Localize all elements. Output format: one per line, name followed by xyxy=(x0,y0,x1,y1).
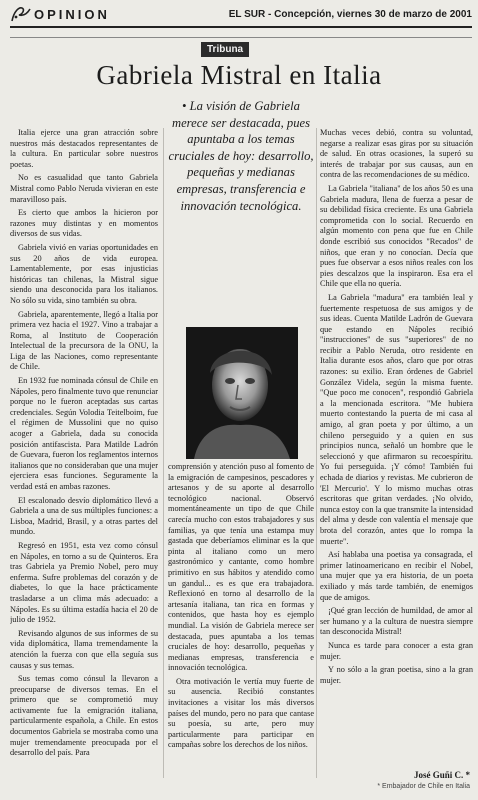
bullet-icon: • xyxy=(182,99,190,113)
paragraph: Revisando algunos de sus informes de su vida diplomática, llama tremendamente la atención la fuerza con que ella seguía sus causas y sus temas. xyxy=(10,628,158,670)
paragraph: Nunca es tarde para conocer a esta gran mujer. xyxy=(320,640,473,661)
paragraph: Así hablaba una poetisa ya consagrada, el primer latinoamericano en recibir el Nobel, una mujer que ya era historia, de un poeta exiliado y más tarde también, de enemigos que de amigos. xyxy=(320,550,473,602)
paragraph: Es cierto que ambos la hicieron por razones muy distintas y en momentos diversos de sus vidas. xyxy=(10,208,158,239)
author-photo xyxy=(186,327,298,459)
byline: José Guñi C. * xyxy=(413,770,470,780)
column-divider xyxy=(316,128,317,778)
paragraph: Regresó en 1951, esta vez como cónsul en Nápoles, en torno a su de Quinteros. Era tras Gabriela ya Premio Nobel, pero muy enferma. Sufre problemas del corazón y de diabetes, lo que la hace prácticamente trasladarse a un clima más adecuado: a Nápoles. Es su última estadía hacia el 20 de julio de 1952. xyxy=(10,540,158,625)
pull-quote-text: La visión de Gabriela merece ser destacada, pues apuntaba a los temas cruciales de hoy: desarrollo, pequeñas y medianas empresas, transferencia e innovación tecnológica. xyxy=(168,99,314,213)
paragraph: La Gabriela "italiana" de los años 50 es una Gabriela madura, llena de fuerza a pesar de su debilidad física creciente. Es una Gabriela comprometida con lo social. Recuerdo en algún momento con pena que fue en Chile donde escribió sus conocidos "Recados" de niños, que eran y no conocían. Decía que pues fue observar a esos niños reales con los pies descalzos que la inspiraron. Esa era el Chile que ella no quería. xyxy=(320,183,473,289)
section-logo-icon xyxy=(10,5,32,23)
article-column-3 xyxy=(320,128,473,772)
paragraph: La Gabriela "madura" era también leal y fuertemente respetuosa de sus amigos y de sus ideas. Cuenta Matilde Ladrón de Guevara que estando en Nápoles recibió "instrucciones" de sus "superiores" de no recibir a Pablo Neruda, otro residente en Italia durante esos años, claro que por otras razones: su exilio. Eran órdenes de Gabriel González Videla, según la misma fuente. "Que poco me conocen", respondió Gabriela a la mencionada escritora. "Me hubiera muerto contestando la puerta de mi casa al amigo, al gran poeta y por último, a un chileno perseguido y a quien en sus principios nunca, señaló un hombre que le seleccionó y que afirmaron su recoespíritu. Yo fui perseguida. ¡Y cómo! También fui echada de diarios y revistas. Me cubrieron de 'El Mercurio'. Y lo mismo muchas otras escritoras que gritan verdades. ¡No olvido, nunca estoy con la que transmite la intensidad del alma y desde con valentía el mensaje que brota del corazón, antes que lo rompa la muerte". xyxy=(320,292,473,546)
article-column-2 xyxy=(168,462,314,782)
paragraph: Gabriela vivió en varias oportunidades en sus 20 años de vida europea. Lamentablemente, por esas injusticias históricas tan chilenas, la Mistral sigue siendo una desconocida para los italianos. No sólo su vida, sino también su obra. xyxy=(10,242,158,305)
paragraph: Sus temas como cónsul la llevaron a preocuparse de diversos temas. En el primero que se comprometió muy activamente fue la emigración italiana, particularmente española, a Chile. En estos documentos Gabriela se mostraba como una mujer tremendamente preocupada por el desarrollo del país. Para xyxy=(10,674,158,758)
paragraph: Otra motivación le vertía muy fuerte de su ausencia. Recibió constantes invitaciones a visitar los más diversos países del mundo, pero no para que cantase su poesía, su arte, pero muy particularmente para participar en campañas sobre los derechos de los niños. xyxy=(168,676,314,750)
paragraph: Italia ejerce una gran atracción sobre nuestros más destacados representantes de la cultura. En particular sobre nuestros poetas. xyxy=(10,128,158,169)
section-name: OPINION xyxy=(34,7,110,22)
column-tag: Tribuna xyxy=(201,42,249,57)
header-subrule xyxy=(10,37,472,38)
author-credit: * Embajador de Chile en Italia xyxy=(377,783,470,790)
column-divider xyxy=(163,128,164,778)
dateline: EL SUR - Concepción, viernes 30 de marzo de 2001 xyxy=(228,9,472,20)
paragraph: En 1932 fue nominada cónsul de Chile en Nápoles, pero finalmente tuvo que renunciar porque no le fueron aceptadas sus cartas credenciales. Según Volodia Teitelboim, fue el régimen de Mussolini que no quiso acoger a Gabriela, dada su conocida posición antifascista. Para Matilde Ladrón de Guevara, fueron los reglamentos internos italianos que no consideraban que una mujer ejerciera esas funciones. Seguramente la verdad está en ambas razones. xyxy=(10,376,158,491)
headline: Gabriela Mistral en Italia xyxy=(96,60,382,90)
paragraph: Y no sólo a la gran poetisa, sino a la gran mujer. xyxy=(320,665,473,685)
article-column-1 xyxy=(10,128,158,784)
paragraph: El escalonado desvío diplomático llevó a Gabriela a una de sus múltiples funciones: a Lisboa, Madrid, Brasil, y a otras partes del mundo. xyxy=(10,495,158,537)
header-rule xyxy=(10,26,472,28)
paragraph: Gabriela, aparentemente, llegó a Italia por primera vez hacia el 1927. Vino a trabajar a Roma, al Instituto de Cooperación Intelectual de la precursora de la ONU, la Liga de las Naciones, como representante de Chile. xyxy=(10,309,158,372)
paragraph: Muchas veces debió, contra su voluntad, negarse a realizar esas giras por su situación de salud. En otras ocasiones, la superó su interés de trabajar por sus causas, aun en contra de las recomendaciones de su médico. xyxy=(320,128,473,180)
paragraph: ¡Qué gran lección de humildad, de amor al ser humano y a la cultura de nuestra siempre tan desconocida Mistral! xyxy=(320,606,473,637)
paragraph: comprensión y atención puso al fomento de la emigración de campesinos, pescadores y artesanos y de su aporte al desarrollo tecnológico nacional. Observó momentáneamente un tipo de que Chile carecía mucho con estos trabajadores y sus familias, ya que tenía una estampa muy gastada que deberíamos eliminar es la que pinta al italiano como un mero gastronómico y cantante, como hombre primitivo en sus hábitos y atendido como un gandul... es es que era trabajadora. Reflexionó en torno al desarrollo de la artesanía italiana, tan rica en formas y contenidos, que hasta hoy es ejemplo mundial. La visión de Gabriela merece ser destacada, pues apuntaba a los temas cruciales de hoy: desarrollo, pequeñas y medianas empresas, transferencia e innovación tecnológica. xyxy=(168,462,314,673)
pull-quote xyxy=(168,98,314,214)
portrait-image xyxy=(186,327,298,459)
paragraph: No es casualidad que tanto Gabriela Mistral como Pablo Neruda vivieran en este maravilloso país. xyxy=(10,173,158,204)
page-header xyxy=(10,4,472,24)
